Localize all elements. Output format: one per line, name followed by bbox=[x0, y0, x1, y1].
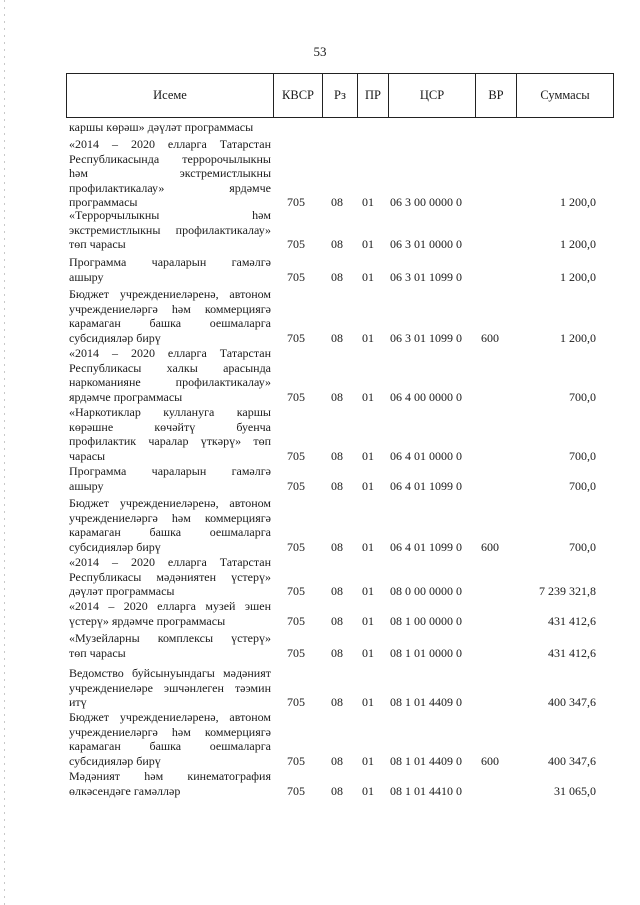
cell-pr: 01 bbox=[362, 195, 374, 210]
page-number: 53 bbox=[313, 44, 327, 59]
row-name-line: программасы bbox=[69, 195, 138, 209]
cell-csr: 06 4 00 0000 0 bbox=[390, 389, 462, 404]
cell-kvsr: 705 bbox=[287, 695, 305, 710]
row-name bbox=[69, 405, 271, 463]
cell-vr: 600 bbox=[481, 753, 499, 768]
cell-kvsr: 705 bbox=[287, 269, 305, 284]
row-name-line: Мәдәният һәм кинематография bbox=[69, 769, 271, 783]
row-name bbox=[69, 496, 271, 554]
cell-rz: 08 bbox=[331, 269, 343, 284]
cell-sum: 400 347,6 bbox=[548, 753, 596, 768]
scan-edge bbox=[4, 0, 5, 905]
cell-kvsr: 705 bbox=[287, 753, 305, 768]
cell-csr: 06 3 01 1099 0 bbox=[390, 330, 462, 345]
row-name-line: ашыру bbox=[69, 478, 104, 493]
cell-kvsr: 705 bbox=[287, 584, 305, 599]
row-name-line: субсидияләр бирү bbox=[69, 753, 161, 768]
row-name-line: Бюджет учреждениеләренә, автоном bbox=[69, 287, 271, 301]
row-name bbox=[69, 346, 271, 404]
table-header bbox=[66, 73, 614, 118]
cell-kvsr: 705 bbox=[287, 330, 305, 345]
cell-kvsr: 705 bbox=[287, 783, 305, 798]
row-name bbox=[69, 710, 271, 768]
cell-kvsr: 705 bbox=[287, 539, 305, 554]
cell-rz: 08 bbox=[331, 195, 343, 210]
cell-csr: 08 0 00 0000 0 bbox=[390, 584, 462, 599]
row-name-line: карамаган башка оешмаларга bbox=[69, 739, 271, 753]
cell-sum: 1 200,0 bbox=[560, 330, 596, 345]
cell-csr: 06 4 01 1099 0 bbox=[390, 478, 462, 493]
cell-rz: 08 bbox=[331, 584, 343, 599]
row-name bbox=[69, 769, 271, 798]
header-pr: ПР bbox=[358, 74, 389, 118]
row-name-line: учреждениеләре эшчәнлеген тәэмин bbox=[69, 680, 271, 695]
row-name-line: ашыру bbox=[69, 269, 104, 284]
cell-sum: 1 200,0 bbox=[560, 269, 596, 284]
header-kvsr: КВСР bbox=[274, 74, 323, 118]
cell-rz: 08 bbox=[331, 783, 343, 798]
cell-sum: 700,0 bbox=[569, 539, 596, 554]
cell-sum: 700,0 bbox=[569, 478, 596, 493]
cell-rz: 08 bbox=[331, 613, 343, 628]
cell-vr: 600 bbox=[481, 539, 499, 554]
row-name-line: «2014 – 2020 елларга музей эшен bbox=[69, 599, 271, 613]
row-name-line: ярдәмче программасы bbox=[69, 389, 183, 404]
row-name-line: итү bbox=[69, 695, 87, 709]
cell-kvsr: 705 bbox=[287, 195, 305, 210]
row-name-line: субсидияләр бирү bbox=[69, 330, 161, 345]
row-name-line: Республикасы мәдәниятен үстерү» bbox=[69, 569, 271, 584]
row-name bbox=[69, 666, 271, 710]
row-name-line: төп чарасы bbox=[69, 237, 126, 251]
cell-pr: 01 bbox=[362, 539, 374, 554]
row-name bbox=[69, 555, 271, 599]
row-name-line: көрәшне көчәйтү буенча bbox=[69, 419, 271, 434]
cell-pr: 01 bbox=[362, 753, 374, 768]
cell-pr: 01 bbox=[362, 695, 374, 710]
cell-csr: 08 1 01 0000 0 bbox=[390, 645, 462, 660]
cell-rz: 08 bbox=[331, 753, 343, 768]
row-name-line: «2014 – 2020 елларга Татарстан bbox=[69, 555, 271, 569]
cell-kvsr: 705 bbox=[287, 613, 305, 628]
cell-pr: 01 bbox=[362, 269, 374, 284]
cell-sum: 400 347,6 bbox=[548, 695, 596, 710]
cell-rz: 08 bbox=[331, 330, 343, 345]
header-rz: Рз bbox=[323, 74, 358, 118]
cell-rz: 08 bbox=[331, 539, 343, 554]
cell-pr: 01 bbox=[362, 389, 374, 404]
row-name-line: профилактикалау» ярдәмче bbox=[69, 180, 271, 195]
row-name-line: үстерү» ярдәмче программасы bbox=[69, 613, 226, 628]
cell-csr: 08 1 01 4409 0 bbox=[390, 753, 462, 768]
row-name bbox=[69, 120, 271, 135]
row-name-line: каршы көрәш» дәүләт программасы bbox=[69, 120, 254, 134]
row-name-line: өлкәсендәге гамәлләр bbox=[69, 783, 181, 798]
cell-pr: 01 bbox=[362, 478, 374, 493]
cell-csr: 08 1 00 0000 0 bbox=[390, 613, 462, 628]
row-name-line: Ведомство буйсынуындагы мәдәният bbox=[69, 666, 271, 680]
cell-sum: 1 200,0 bbox=[560, 195, 596, 210]
row-name-line: карамаган башка оешмаларга bbox=[69, 316, 271, 330]
cell-rz: 08 bbox=[331, 389, 343, 404]
cell-kvsr: 705 bbox=[287, 645, 305, 660]
row-name-line: «2014 – 2020 елларга Татарстан bbox=[69, 346, 271, 360]
row-name-line: Республикасында терророчылыкны bbox=[69, 151, 271, 166]
row-name-line: Бюджет учреждениеләренә, автоном bbox=[69, 496, 271, 510]
header-csr: ЦСР bbox=[389, 74, 476, 118]
cell-rz: 08 bbox=[331, 448, 343, 463]
cell-csr: 06 4 01 0000 0 bbox=[390, 448, 462, 463]
cell-sum: 700,0 bbox=[569, 448, 596, 463]
row-name-line: «2014 – 2020 елларга Татарстан bbox=[69, 137, 271, 151]
cell-csr: 06 4 01 1099 0 bbox=[390, 539, 462, 554]
row-name bbox=[69, 208, 271, 252]
row-name-line: карамаган башка оешмаларга bbox=[69, 525, 271, 539]
row-name-line: Бюджет учреждениеләренә, автоном bbox=[69, 710, 271, 724]
row-name-line: субсидияләр бирү bbox=[69, 539, 161, 554]
cell-pr: 01 bbox=[362, 330, 374, 345]
header-vr: ВР bbox=[476, 74, 517, 118]
cell-vr: 600 bbox=[481, 330, 499, 345]
cell-pr: 01 bbox=[362, 448, 374, 463]
cell-pr: 01 bbox=[362, 584, 374, 599]
cell-sum: 7 239 321,8 bbox=[539, 584, 596, 599]
row-name bbox=[69, 287, 271, 345]
row-name-line: һәм экстремистлыкны bbox=[69, 166, 271, 180]
cell-kvsr: 705 bbox=[287, 448, 305, 463]
cell-csr: 08 1 01 4410 0 bbox=[390, 783, 462, 798]
cell-kvsr: 705 bbox=[287, 389, 305, 404]
row-name-line: наркоманияне профилактикалау» bbox=[69, 375, 271, 389]
row-name-line: учреждениеләргә һәм коммерциягә bbox=[69, 724, 271, 739]
row-name bbox=[69, 464, 271, 493]
row-name-line: профилактик чаралар үткәрү» төп bbox=[69, 434, 271, 448]
cell-rz: 08 bbox=[331, 478, 343, 493]
row-name bbox=[69, 137, 271, 210]
cell-kvsr: 705 bbox=[287, 237, 305, 252]
row-name-line: төп чарасы bbox=[69, 645, 126, 660]
cell-csr: 08 1 01 4409 0 bbox=[390, 695, 462, 710]
row-name bbox=[69, 599, 271, 628]
row-name-line: учреждениеләргә һәм коммерциягә bbox=[69, 510, 271, 525]
header-sum: Суммасы bbox=[517, 74, 614, 118]
row-name-line: Программа чараларын гамәлгә bbox=[69, 255, 271, 269]
cell-kvsr: 705 bbox=[287, 478, 305, 493]
row-name-line: «Террорчылыкны һәм bbox=[69, 208, 271, 222]
row-name-line: экстремистлыкны профилактикалау» bbox=[69, 222, 271, 237]
header-name: Исеме bbox=[67, 74, 274, 118]
cell-csr: 06 3 01 1099 0 bbox=[390, 269, 462, 284]
row-name-line: учреждениеләргә һәм коммерциягә bbox=[69, 301, 271, 316]
row-name bbox=[69, 631, 271, 660]
cell-sum: 31 065,0 bbox=[554, 783, 596, 798]
cell-pr: 01 bbox=[362, 613, 374, 628]
cell-pr: 01 bbox=[362, 645, 374, 660]
cell-sum: 431 412,6 bbox=[548, 645, 596, 660]
cell-rz: 08 bbox=[331, 645, 343, 660]
row-name-line: чарасы bbox=[69, 448, 106, 463]
row-name-line: «Наркотиклар куллануга каршы bbox=[69, 405, 271, 419]
row-name-line: «Музейларны комплексы үстерү» bbox=[69, 631, 271, 645]
cell-sum: 1 200,0 bbox=[560, 237, 596, 252]
cell-sum: 700,0 bbox=[569, 389, 596, 404]
row-name-line: дәүләт программасы bbox=[69, 584, 175, 598]
cell-pr: 01 bbox=[362, 783, 374, 798]
cell-rz: 08 bbox=[331, 237, 343, 252]
row-name-line: Республикасы халкы арасында bbox=[69, 360, 271, 375]
cell-rz: 08 bbox=[331, 695, 343, 710]
cell-pr: 01 bbox=[362, 237, 374, 252]
cell-csr: 06 3 01 0000 0 bbox=[390, 237, 462, 252]
row-name bbox=[69, 255, 271, 284]
cell-sum: 431 412,6 bbox=[548, 613, 596, 628]
cell-csr: 06 3 00 0000 0 bbox=[390, 195, 462, 210]
row-name-line: Программа чараларын гамәлгә bbox=[69, 464, 271, 478]
